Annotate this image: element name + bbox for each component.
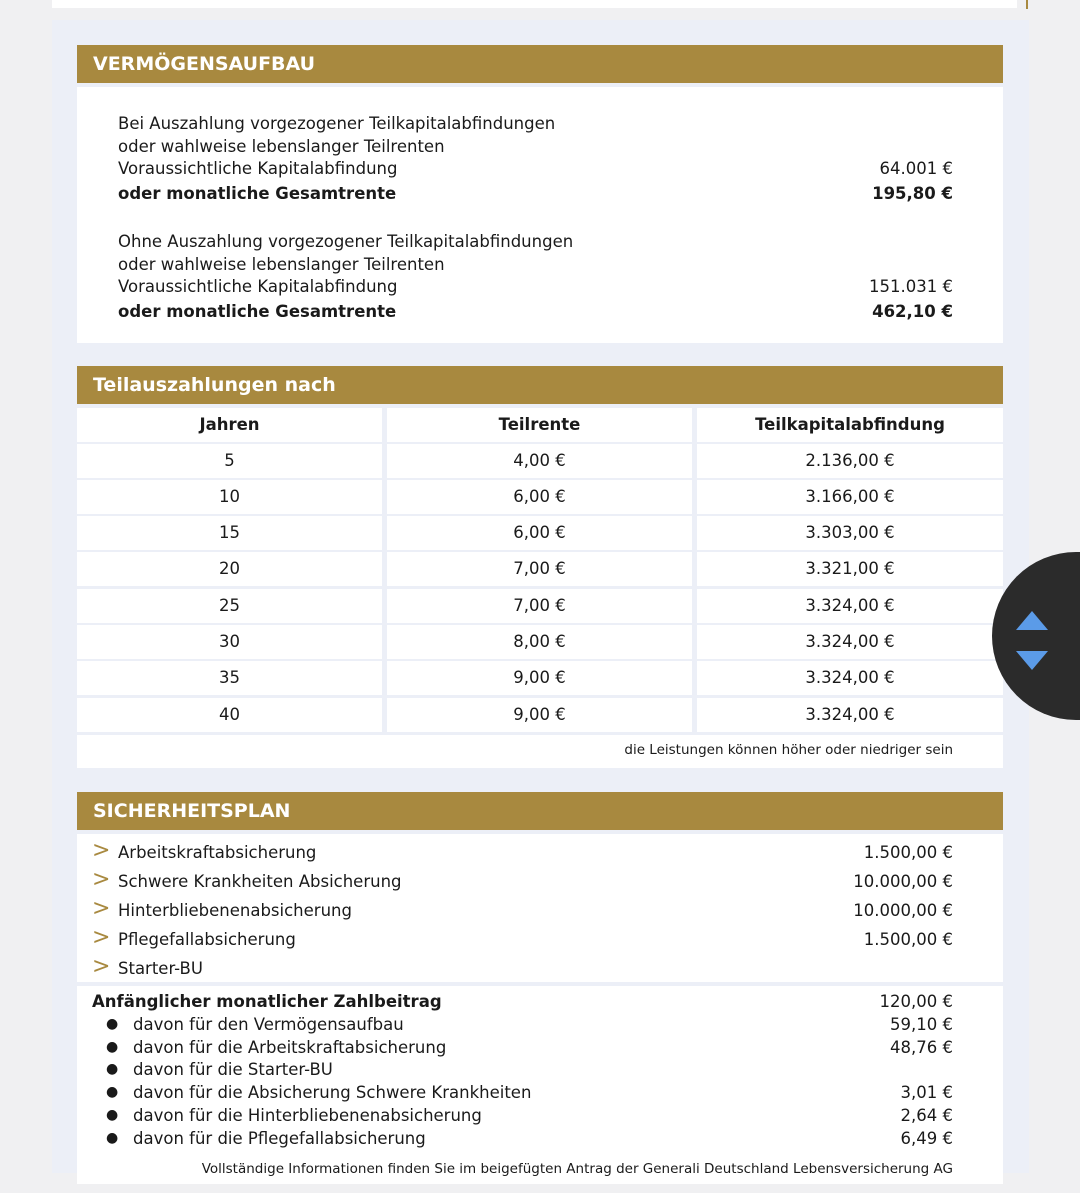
without-payout-capital-label: Voraussichtliche Kapitalabfindung	[118, 277, 398, 296]
list-item	[92, 1036, 953, 1059]
with-payout-capital-label: Voraussichtliche Kapitalabfindung	[118, 159, 398, 178]
chevron-right-icon: >	[92, 867, 111, 892]
without-payout-pension-row	[118, 301, 953, 324]
breakdown-value: 3,01 €	[900, 1083, 953, 1102]
list-item	[92, 1058, 953, 1081]
list-item	[92, 867, 953, 896]
list-item	[92, 1127, 953, 1150]
without-payout-capital-row	[118, 276, 953, 299]
previous-page-edge	[52, 0, 1017, 8]
chevron-right-icon: >	[92, 838, 111, 863]
with-payout-line1: Bei Auszahlung vorgezogener Teilkapitalabfindungen	[118, 114, 556, 133]
bullet-icon: ●	[106, 1016, 119, 1032]
table-cell-teilkapital: 2.136,00 €	[697, 444, 1003, 478]
bullet-icon: ●	[106, 1130, 119, 1146]
breakdown-value: 59,10 €	[890, 1015, 953, 1034]
list-item-label: Pflegefallabsicherung	[118, 930, 296, 949]
list-item	[92, 1013, 953, 1036]
table-row	[77, 589, 1003, 623]
breakdown-label: davon für die Starter-BU	[133, 1060, 333, 1079]
table-cell-teilrente: 4,00 €	[387, 444, 692, 478]
table-cell-years: 40	[77, 698, 382, 732]
arrow-up-icon[interactable]	[1016, 611, 1048, 630]
chevron-right-icon: >	[92, 925, 111, 950]
table-cell-teilrente: 7,00 €	[387, 589, 692, 623]
breakdown-label: davon für den Vermögensaufbau	[133, 1015, 404, 1034]
bullet-icon: ●	[106, 1107, 119, 1123]
table-row	[77, 444, 1003, 478]
list-item	[92, 1081, 953, 1104]
with-payout-capital-value: 64.001 €	[879, 159, 953, 178]
bullet-icon: ●	[106, 1084, 119, 1100]
list-item	[92, 1104, 953, 1127]
list-item	[92, 925, 953, 954]
table-cell-years: 15	[77, 516, 382, 550]
without-payout-line2: oder wahlweise lebenslanger Teilrenten	[118, 254, 445, 274]
column-header-teilkapitalabfindung: Teilkapitalabfindung	[697, 408, 1003, 442]
chevron-right-icon: >	[92, 954, 111, 979]
column-header-jahren: Jahren	[77, 408, 382, 442]
list-item-value: 1.500,00 €	[863, 930, 953, 949]
table-cell-teilkapital: 3.303,00 €	[697, 516, 1003, 550]
payout-table-header-row	[77, 408, 1003, 442]
table-cell-years: 20	[77, 552, 382, 586]
sicherheitsplan-header: SICHERHEITSPLAN	[77, 792, 1003, 830]
table-cell-teilkapital: 3.166,00 €	[697, 480, 1003, 514]
table-row	[77, 516, 1003, 550]
with-payout-line2: oder wahlweise lebenslanger Teilrenten	[118, 136, 445, 156]
breakdown-value: 48,76 €	[890, 1038, 953, 1057]
without-payout-capital-value: 151.031 €	[869, 277, 953, 296]
monthly-payment-row	[92, 990, 953, 1013]
table-cell-years: 35	[77, 661, 382, 695]
list-item-value: 10.000,00 €	[853, 901, 953, 920]
breakdown-label: davon für die Absicherung Schwere Krankheiten	[133, 1083, 532, 1102]
list-item-value: 10.000,00 €	[853, 872, 953, 891]
footer-note: Vollständige Informationen finden Sie im beigefügten Antrag der Generali Deutschland Lebensversicherung AG	[201, 1161, 953, 1177]
list-item-label: Schwere Krankheiten Absicherung	[118, 872, 402, 891]
breakdown-label: davon für die Pflegefallabsicherung	[133, 1129, 426, 1148]
table-cell-years: 30	[77, 625, 382, 659]
table-cell-teilkapital: 3.321,00 €	[697, 552, 1003, 586]
column-header-teilrente: Teilrente	[387, 408, 692, 442]
table-cell-teilkapital: 3.324,00 €	[697, 661, 1003, 695]
table-cell-years: 25	[77, 589, 382, 623]
bullet-icon: ●	[106, 1039, 119, 1055]
without-payout-pension-value: 462,10 €	[872, 301, 953, 321]
monthly-payment-label: Anfänglicher monatlicher Zahlbeitrag	[92, 992, 442, 1011]
table-cell-teilkapital: 3.324,00 €	[697, 698, 1003, 732]
table-cell-teilrente: 8,00 €	[387, 625, 692, 659]
list-item-value: 1.500,00 €	[863, 843, 953, 862]
table-row	[77, 480, 1003, 514]
table-cell-teilrente: 9,00 €	[387, 661, 692, 695]
table-cell-years: 5	[77, 444, 382, 478]
table-cell-teilkapital: 3.324,00 €	[697, 589, 1003, 623]
arrow-down-icon[interactable]	[1016, 651, 1048, 670]
without-payout-block	[118, 231, 953, 323]
payout-note: die Leistungen können höher oder niedriger sein	[624, 742, 953, 758]
with-payout-pension-value: 195,80 €	[872, 183, 953, 203]
list-item	[92, 954, 953, 983]
table-cell-teilrente: 9,00 €	[387, 698, 692, 732]
breakdown-value: 2,64 €	[900, 1106, 953, 1125]
chevron-right-icon: >	[92, 896, 111, 921]
table-cell-years: 10	[77, 480, 382, 514]
with-payout-pension-row	[118, 183, 953, 206]
previous-page-accent-line	[1026, 0, 1028, 9]
list-item-label: Arbeitskraftabsicherung	[118, 843, 317, 862]
list-item-label: Starter-BU	[118, 959, 203, 978]
teilauszahlungen-header: Teilauszahlungen nach	[77, 366, 1003, 404]
bullet-icon: ●	[106, 1061, 119, 1077]
breakdown-value: 6,49 €	[900, 1129, 953, 1148]
vermoegensaufbau-header: VERMÖGENSAUFBAU	[77, 45, 1003, 83]
breakdown-label: davon für die Arbeitskraftabsicherung	[133, 1038, 447, 1057]
table-row	[77, 552, 1003, 586]
table-cell-teilkapital: 3.324,00 €	[697, 625, 1003, 659]
table-cell-teilrente: 6,00 €	[387, 480, 692, 514]
with-payout-pension-label: oder monatliche Gesamtrente	[118, 183, 397, 203]
table-cell-teilrente: 7,00 €	[387, 552, 692, 586]
with-payout-block	[118, 113, 953, 205]
list-item	[92, 838, 953, 867]
breakdown-label: davon für die Hinterbliebenenabsicherung	[133, 1106, 482, 1125]
list-item-label: Hinterbliebenenabsicherung	[118, 901, 352, 920]
without-payout-pension-label: oder monatliche Gesamtrente	[118, 301, 397, 321]
table-row	[77, 698, 1003, 732]
monthly-payment-value: 120,00 €	[879, 992, 953, 1011]
table-row	[77, 661, 1003, 695]
with-payout-capital-row	[118, 158, 953, 181]
table-cell-teilrente: 6,00 €	[387, 516, 692, 550]
table-row	[77, 625, 1003, 659]
list-item	[92, 896, 953, 925]
without-payout-line1: Ohne Auszahlung vorgezogener Teilkapitalabfindungen	[118, 232, 574, 251]
